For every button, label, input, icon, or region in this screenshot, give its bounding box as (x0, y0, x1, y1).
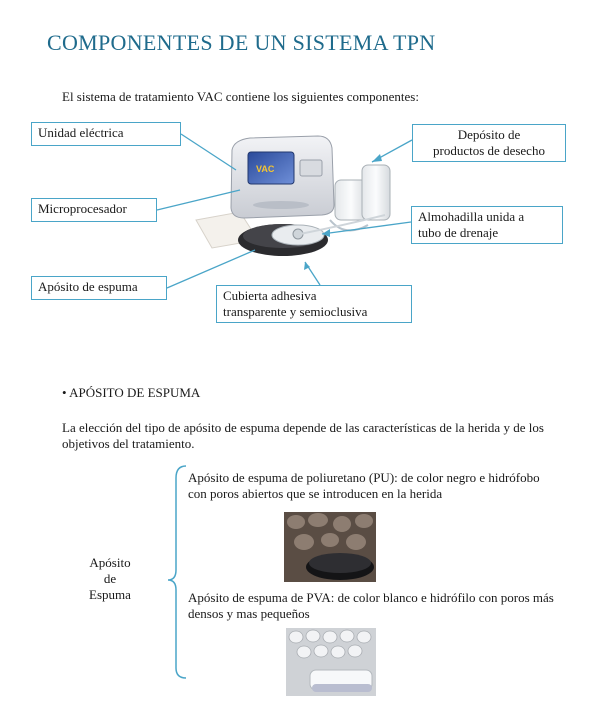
section-heading: • APÓSITO DE ESPUMA (62, 385, 201, 400)
side-label-aposito-espuma (70, 555, 150, 603)
callout-cubierta-adhesiva (216, 285, 412, 323)
callout-almohadilla-line2: tubo de drenaje (418, 225, 499, 240)
callout-deposito (412, 124, 566, 162)
side-label-line2: de (103, 571, 117, 586)
black-foam-dressing (238, 215, 385, 256)
page-title: COMPONENTES DE UN SISTEMA TPN (47, 30, 436, 55)
section-description: La elección del tipo de apósito de espuma depende de las características de la herida y de los objetivos del tratamiento. (62, 420, 544, 451)
callout-aposito-espuma: Apósito de espuma (31, 276, 167, 300)
vac-unit-device (231, 136, 334, 218)
callout-unidad-electrica: Unidad eléctrica (31, 122, 181, 146)
callout-deposito-line2: productos de desecho (433, 143, 545, 158)
side-label-line3: Espuma (89, 587, 131, 602)
callout-almohadilla (411, 206, 563, 244)
device-brand-label: VAC (256, 164, 275, 174)
callout-microprocesador: Microprocesador (31, 198, 157, 222)
callout-cubierta-line1: Cubierta adhesiva (223, 288, 317, 303)
option-pva-text: Apósito de espuma de PVA: de color blanco e hidrófilo con poros más densos y mas pequeños (188, 590, 554, 621)
option-pu-text: Apósito de espuma de poliuretano (PU): de color negro e hidrófobo con poros abiertos que se introducen en la herida (188, 470, 540, 501)
callout-almohadilla-line1: Almohadilla unida a (418, 209, 525, 224)
side-label-line1: Apósito (89, 555, 131, 570)
callout-cubierta-line2: transparente y semioclusiva (223, 304, 368, 319)
intro-text: El sistema de tratamiento VAC contiene los siguientes componentes: (62, 89, 419, 104)
pu-foam-image (284, 512, 376, 582)
pva-foam-image (286, 628, 376, 696)
callout-deposito-line1: Depósito de (457, 127, 521, 142)
